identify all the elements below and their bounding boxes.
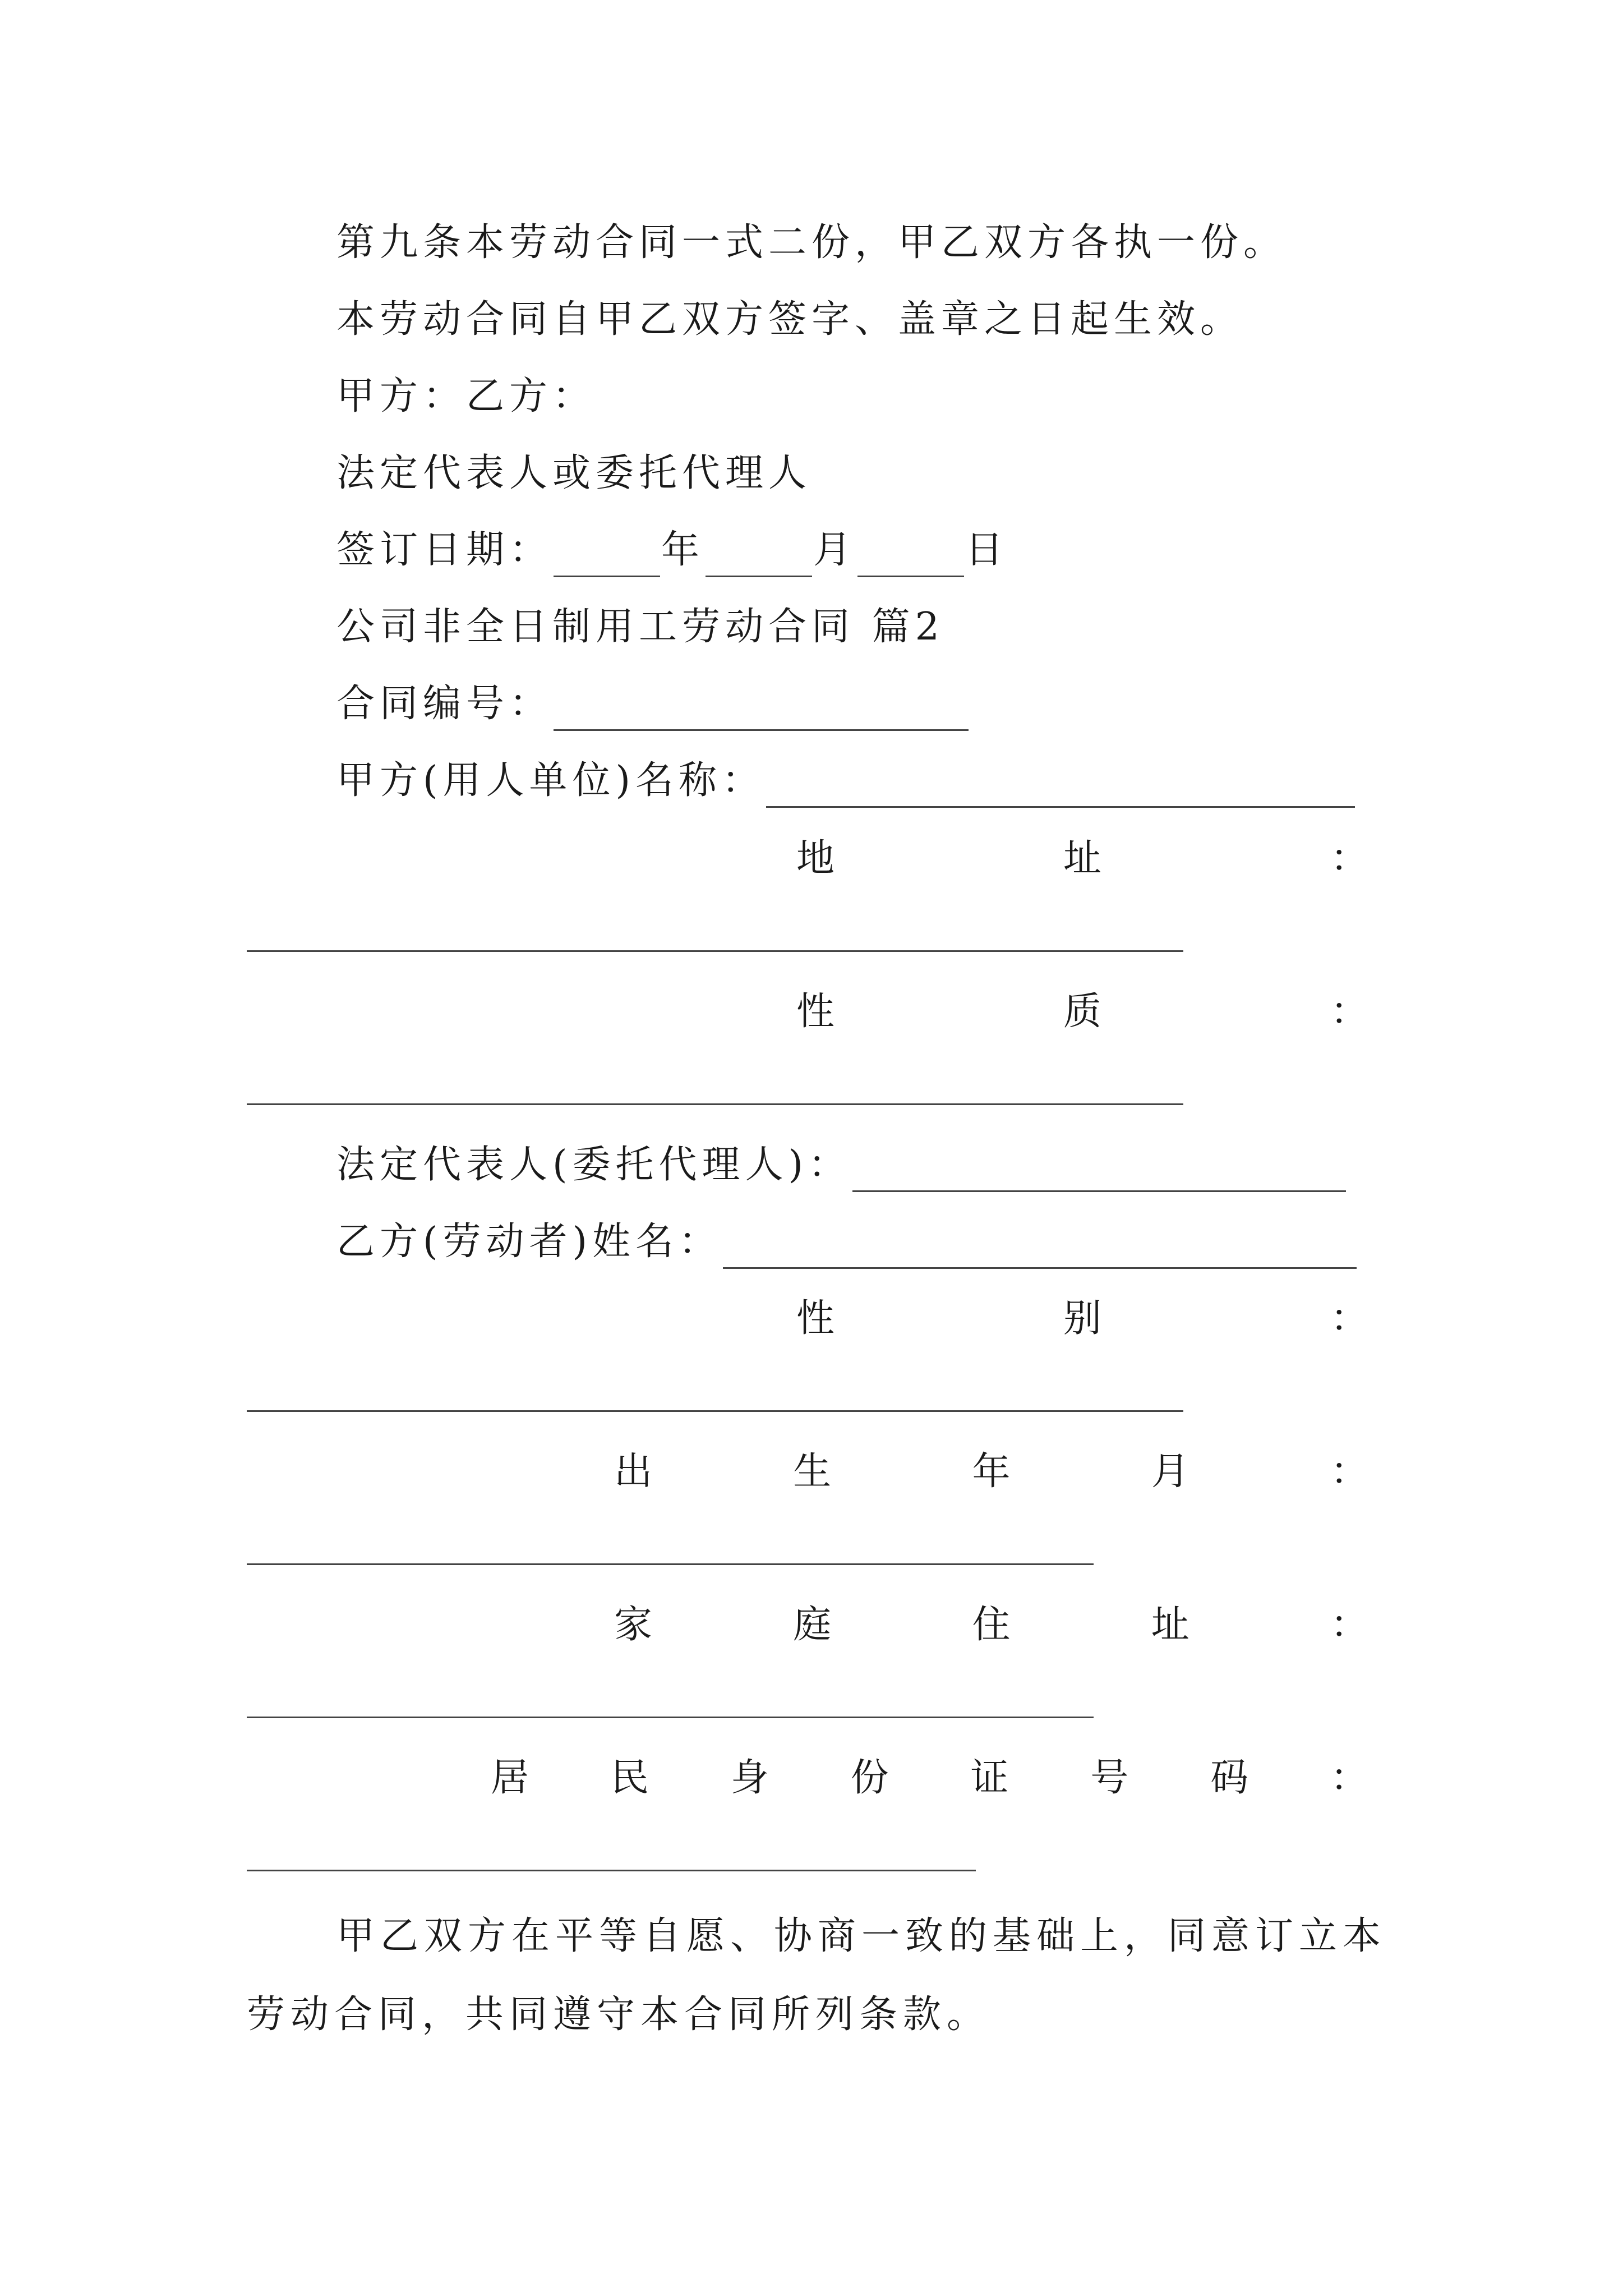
- effective-clause-text: 本劳动合同自甲乙双方签字、盖章之日起生效。: [336, 297, 1244, 342]
- nature-char-1: 性: [796, 990, 835, 1034]
- employee-name-line: [336, 1215, 1358, 1269]
- id-card-underline: [247, 1870, 976, 1871]
- legal-representative-label: 法定代表人或委托代理人: [336, 451, 812, 495]
- day-label: 日: [965, 528, 1009, 572]
- signing-date-label: 签订日期：: [336, 528, 553, 572]
- gender-field: [796, 1292, 1368, 1346]
- employer-name-blank: [766, 767, 1355, 808]
- birth-char-4: 月: [1151, 1450, 1189, 1494]
- address-char-2: 址: [1063, 836, 1101, 881]
- address-char-1: 地: [796, 836, 835, 881]
- contract-number-label: 合同编号：: [336, 682, 553, 726]
- article-nine-text: 第九条本劳动合同一式二份，甲乙双方各执一份。: [336, 220, 1287, 265]
- home-address-field: [614, 1598, 1368, 1652]
- gender-char-1: 性: [796, 1296, 835, 1341]
- address-field: [796, 832, 1368, 886]
- day-blank: [857, 536, 964, 577]
- legal-rep-blank: [852, 1151, 1346, 1192]
- birth-char-2: 生: [793, 1450, 832, 1494]
- id-char-5: 证: [970, 1756, 1009, 1800]
- year-label: 年: [661, 528, 705, 572]
- home-address-underline: [247, 1717, 1094, 1718]
- birth-colon: ：: [1330, 1450, 1368, 1494]
- id-char-4: 份: [850, 1756, 889, 1800]
- home-char-3: 住: [972, 1603, 1011, 1647]
- employee-name-blank: [723, 1228, 1357, 1269]
- id-char-3: 身: [730, 1756, 769, 1800]
- home-char-2: 庭: [793, 1603, 832, 1647]
- birth-underline: [247, 1563, 1094, 1565]
- birth-field: [614, 1445, 1368, 1499]
- gender-char-2: 别: [1063, 1296, 1101, 1341]
- gender-colon: ：: [1330, 1296, 1368, 1341]
- month-blank: [706, 536, 812, 577]
- nature-colon: ：: [1330, 990, 1368, 1034]
- year-blank: [554, 536, 660, 577]
- month-label: 月: [813, 528, 857, 572]
- home-char-4: 址: [1151, 1603, 1189, 1647]
- id-colon: ：: [1330, 1756, 1368, 1800]
- closing-paragraph: 甲乙双方在平等自愿、协商一致的基础上，同意订立本劳动合同，共同遵守本合同所列条款。: [247, 1914, 1387, 2037]
- signing-date-line: [336, 523, 1008, 577]
- id-char-6: 号: [1090, 1756, 1129, 1800]
- parties-label: 甲方：乙方：: [336, 374, 596, 418]
- home-char-1: 家: [614, 1603, 653, 1647]
- id-card-field: [491, 1751, 1368, 1805]
- nature-underline: [247, 1103, 1183, 1105]
- address-underline: [247, 950, 1183, 952]
- legal-rep-line: [336, 1138, 1347, 1192]
- legal-rep-label: 法定代表人(委托代理人)：: [336, 1143, 852, 1187]
- contract-heading: 公司非全日制用工劳动合同 篇2: [336, 605, 944, 649]
- id-char-2: 民: [610, 1756, 649, 1800]
- home-colon: ：: [1330, 1603, 1368, 1647]
- id-char-7: 码: [1210, 1756, 1249, 1800]
- address-colon: ：: [1330, 836, 1368, 881]
- employer-name-line: [336, 754, 1356, 808]
- birth-char-1: 出: [614, 1450, 653, 1494]
- employer-name-label: 甲方(用人单位)名称：: [336, 758, 766, 803]
- gender-underline: [247, 1410, 1183, 1412]
- employee-name-label: 乙方(劳动者)姓名：: [336, 1220, 722, 1264]
- contract-number-blank: [554, 690, 969, 731]
- contract-number-line: [336, 677, 970, 731]
- id-char-1: 居: [491, 1756, 529, 1800]
- nature-field: [796, 985, 1368, 1039]
- birth-char-3: 年: [972, 1450, 1011, 1494]
- nature-char-2: 质: [1063, 990, 1101, 1034]
